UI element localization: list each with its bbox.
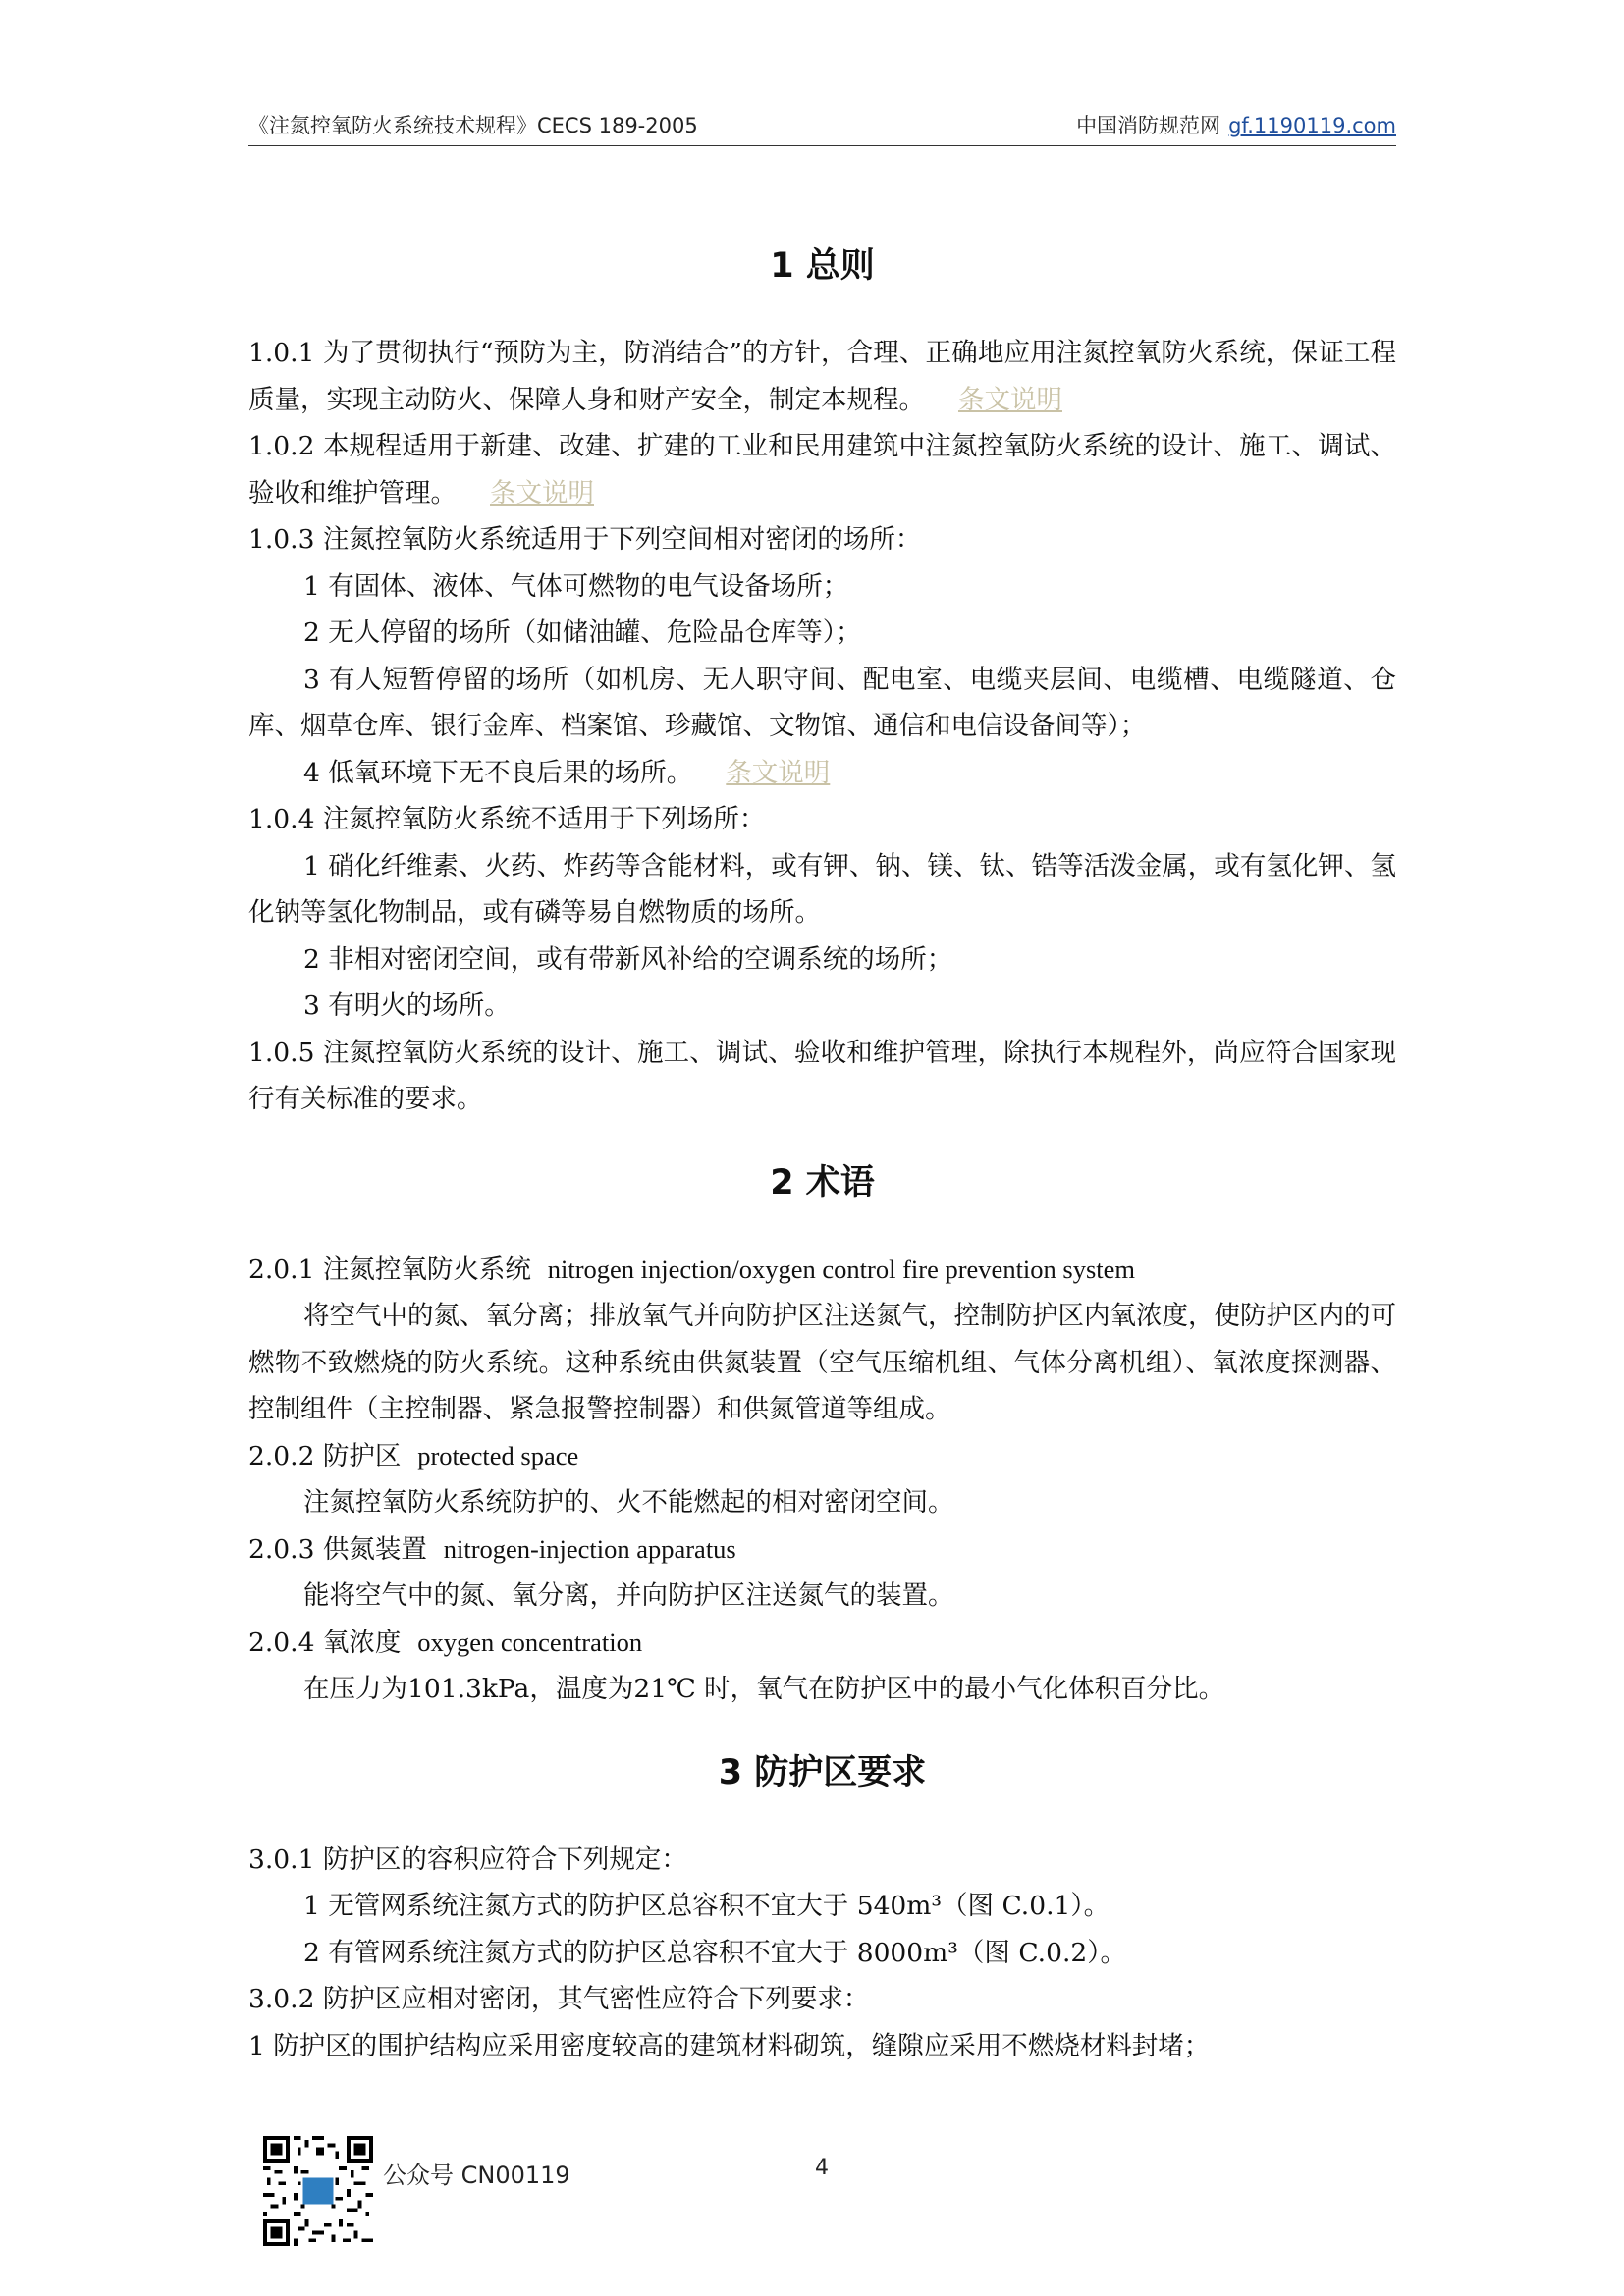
list-item: 1 无管网系统注氮方式的防护区总容积不宜大于 540m³（图 C.0.1）。 [303,1891,1110,1921]
clause-1-0-1: 1.0.1 为了贯彻执行“预防为主，防消结合”的方针，合理、正确地应用注氮控氧防火系统，保证工程质量，实现主动防火、保障人身和财产安全，制定本规程。 条文说明 [248,338,1396,415]
list-item: 1 防护区的围护结构应采用密度较高的建筑材料砌筑，缝隙应采用不燃烧材料封堵； [248,2030,1211,2061]
header-site [1076,110,1396,139]
clause-1-0-3: 1.0.3 注氮控氧防火系统适用于下列空间相对密闭的场所： [248,524,922,555]
term-2-0-4: 2.0.4 氧浓度 oxygen concentration [248,1627,643,1658]
header-title: 《注氮控氧防火系统技术规程》CECS 189-2005 [248,114,698,137]
clause-note-link[interactable]: 条文说明 [490,477,594,508]
clause-3-0-1: 3.0.1 防护区的容积应符合下列规定： [248,1843,687,1875]
page-number: 4 [815,2156,829,2180]
list-item: 2 有管网系统注氮方式的防护区总容积不宜大于 8000m³（图 C.0.2）。 [303,1937,1126,1968]
list-item: 2 非相对密闭空间，或有带新风补给的空调系统的场所； [303,943,953,975]
term-2-0-1: 2.0.1 注氮控氧防火系统 nitrogen injection/oxygen control fire prevention system [248,1254,1136,1285]
term-2-0-3: 2.0.3 供氮装置 nitrogen-injection apparatus [248,1533,736,1565]
header-site-link[interactable]: gf.1190119.com [1228,114,1396,137]
term-2-0-2: 2.0.2 防护区 protected space [248,1440,579,1471]
clause-note-link[interactable]: 条文说明 [958,384,1062,415]
section-2-title: 2 术语 [770,1162,875,1202]
section-3-title: 3 防护区要求 [718,1752,927,1792]
section-1-title: 1 总则 [770,246,875,286]
term-definition: 能将空气中的氮、氧分离，并向防护区注送氮气的装置。 [303,1580,954,1611]
term-definition: 在压力为101.3kPa，温度为21℃ 时，氧气在防护区中的最小气化体积百分比。 [303,1674,1225,1704]
clause-1-0-5: 1.0.5 注氮控氧防火系统的设计、施工、调试、验收和维护管理，除执行本规程外，尚应符合国家现行有关标准的要求。 [248,1037,1396,1114]
header-site-name: 中国消防规范网 [1076,114,1221,137]
clause-3-0-2: 3.0.2 防护区应相对密闭，其气密性应符合下列要求： [248,1984,870,2014]
qr-code-icon[interactable] [263,2136,373,2246]
clause-note-link[interactable]: 条文说明 [726,757,831,788]
header-divider [248,145,1396,146]
clause-1-0-2: 1.0.2 本规程适用于新建、改建、扩建的工业和民用建筑中注氮控氧防火系统的设计、施工、调试、验收和维护管理。 条文说明 [248,431,1396,508]
wechat-account-label: 公众号 CN00119 [383,2162,570,2189]
page-content [248,232,1396,2069]
list-item: 1 硝化纤维素、火药、炸药等含能材料，或有钾、钠、镁、钛、锆等活泼金属，或有氢化钾、氢化钠等氢化物制品，或有磷等易自燃物质的场所。 [248,850,1396,928]
list-item: 2 无人停留的场所（如储油罐、危险品仓库等）； [303,617,862,648]
list-item: 3 有明火的场所。 [303,990,511,1021]
term-definition: 注氮控氧防火系统防护的、火不能燃起的相对密闭空间。 [303,1487,954,1518]
clause-1-0-4: 1.0.4 注氮控氧防火系统不适用于下列场所： [248,804,766,834]
term-definition: 将空气中的氮、氧分离；排放氧气并向防护区注送氮气，控制防护区内氧浓度，使防护区内的可燃物不致燃烧的防火系统。这种系统由供氮装置（空气压缩机组、气体分离机组）、氧浓度探测器、控制组件（主控制器、紧急报警控制器）和供氮管道等组成。 [248,1301,1396,1424]
list-item: 1 有固体、液体、气体可燃物的电气设备场所； [303,570,849,602]
list-item: 3 有人短暂停留的场所（如机房、无人职守间、配电室、电缆夹层间、电缆槽、电缆隧道、仓库、烟草仓库、银行金库、档案馆、珍藏馆、文物馆、通信和电信设备间等）； [248,664,1396,741]
list-item: 4 低氧环境下无不良后果的场所。 条文说明 [303,757,831,788]
